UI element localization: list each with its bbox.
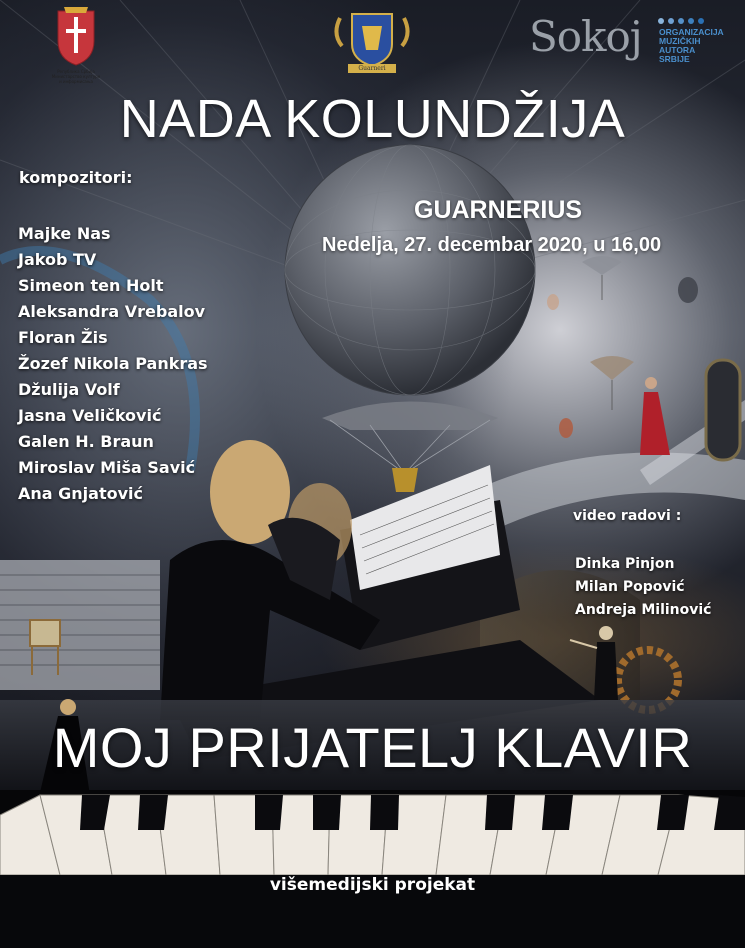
guarneri-caption: Guarneri (358, 65, 386, 72)
composer-item: Ana Gnjatović (18, 484, 143, 503)
composer-list (18, 221, 208, 507)
composer-item: Žozef Nikola Pankras (18, 354, 208, 373)
sokoj-logo (527, 12, 727, 64)
sokoj-subtitle (659, 28, 727, 64)
serbian-coat-of-arms-icon (48, 3, 104, 88)
composer-item: Aleksandra Vrebalov (18, 302, 206, 321)
staircase (0, 560, 160, 690)
sokoj-subtitle-line: SRBIJE (659, 54, 690, 64)
venue-name: GUARNERIUS (414, 196, 583, 224)
guarneri-crest-icon (330, 6, 414, 76)
composer-item: Galen H. Braun (18, 432, 154, 451)
composer-item: Jakob TV (18, 250, 97, 269)
sokoj-subtitle-line: ORGANIZACIJA (659, 27, 724, 37)
project-subtitle: višemedijski projekat (269, 875, 476, 895)
sokoj-word: Sokoj (529, 12, 642, 61)
sokoj-subtitle-line: MUZIČKIH AUTORA (659, 36, 701, 55)
video-author-item: Dinka Pinjon (575, 556, 675, 572)
composer-item: Simeon ten Holt (18, 276, 164, 295)
event-datetime: Nedelja, 27. decembar 2020, u 16,00 (322, 234, 662, 256)
serbia-caption: Република Србија Министарство културе и информисања (51, 69, 101, 84)
project-title: MOJ PRIJATELJ KLAVIR (52, 716, 693, 779)
composer-item: Miroslav Miša Savić (18, 458, 196, 477)
woman-in-red (640, 377, 670, 455)
video-list (575, 553, 711, 622)
small-balloons (547, 256, 698, 438)
video-author-item: Andreja Milinović (575, 602, 712, 618)
artist-name: NADA KOLUNDŽIJA (119, 89, 626, 149)
piano-keyboard-icon (0, 790, 745, 875)
composer-item: Majke Nas (18, 224, 111, 243)
video-label: video radovi : (573, 508, 682, 524)
composer-item: Jasna Veličković (18, 406, 162, 425)
composer-item: Floran Žis (18, 328, 108, 347)
sokoj-dots-icon (657, 16, 707, 26)
composers-label: kompozitori: (19, 168, 133, 187)
composer-item: Džulija Volf (18, 380, 120, 399)
video-author-item: Milan Popović (575, 579, 685, 595)
